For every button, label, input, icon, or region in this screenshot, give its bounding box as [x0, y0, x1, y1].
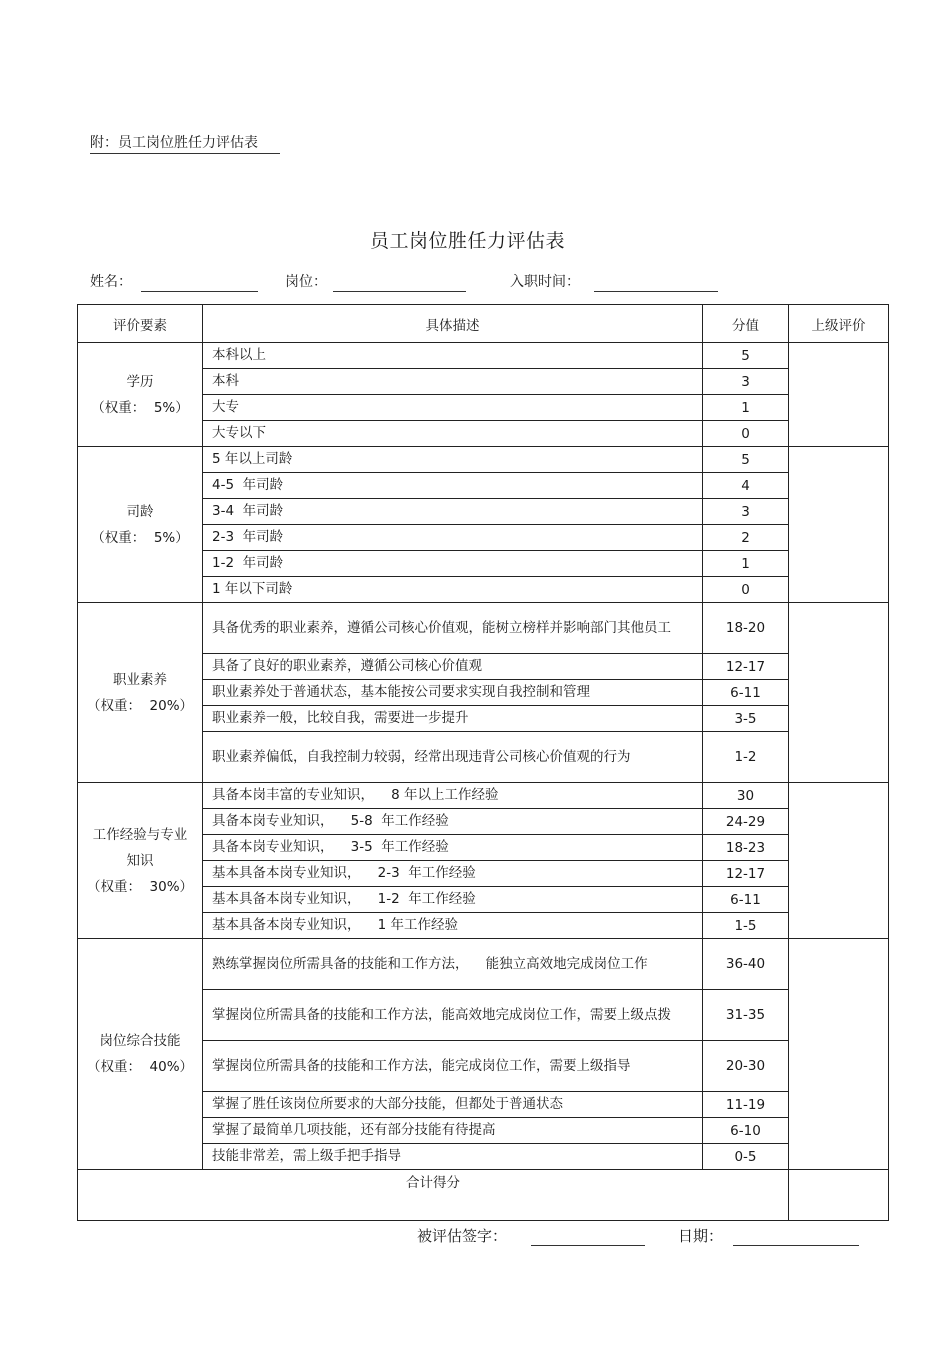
description-cell: 大专 — [203, 395, 703, 421]
score-cell: 1-2 — [703, 732, 789, 783]
factor-weight: （权重： 5%） — [91, 529, 189, 546]
score-cell: 18-23 — [703, 835, 789, 861]
description-cell: 基本具备本岗专业知识， 2-3 年工作经验 — [203, 861, 703, 887]
description-cell: 技能非常差，需上级手把手指导 — [203, 1144, 703, 1170]
description-cell: 掌握了最简单几项技能，还有部分技能有待提高 — [203, 1118, 703, 1144]
factor-weight: （权重： 30%） — [86, 878, 194, 895]
supervisor-evaluation-professionalism[interactable] — [789, 603, 889, 783]
description-cell: 具备了良好的职业素养，遵循公司核心价值观 — [203, 654, 703, 680]
header-description: 具体描述 — [203, 305, 703, 343]
factor-name: 职业素养 — [113, 671, 167, 688]
table-row — [78, 603, 889, 654]
description-cell: 5 年以上司龄 — [203, 447, 703, 473]
table-row — [78, 447, 889, 473]
factor-weight: （权重： 20%） — [86, 697, 194, 714]
description-cell: 具备本岗丰富的专业知识， 8 年以上工作经验 — [203, 783, 703, 809]
description-cell: 具备优秀的职业素养，遵循公司核心价值观，能树立榜样并影响部门其他员工 — [203, 603, 703, 654]
score-cell: 3-5 — [703, 706, 789, 732]
score-cell: 20-30 — [703, 1041, 789, 1092]
description-cell: 2-3 年司龄 — [203, 525, 703, 551]
hire-date-field[interactable] — [594, 291, 718, 292]
factor-weight: （权重： 40%） — [86, 1059, 194, 1075]
score-cell: 12-17 — [703, 654, 789, 680]
total-row — [78, 1170, 889, 1221]
factor-cell — [78, 939, 203, 1170]
description-cell: 职业素养偏低，自我控制力较弱，经常出现违背公司核心价值观的行为 — [203, 732, 703, 783]
score-cell: 6-11 — [703, 680, 789, 706]
score-cell: 30 — [703, 783, 789, 809]
name-field[interactable] — [141, 291, 258, 292]
description-cell: 1 年以下司龄 — [203, 577, 703, 603]
factor-cell — [78, 343, 203, 447]
description-cell: 大专以下 — [203, 421, 703, 447]
description-cell: 4-5 年司龄 — [203, 473, 703, 499]
description-cell: 基本具备本岗专业知识， 1 年工作经验 — [203, 913, 703, 939]
score-cell: 1 — [703, 395, 789, 421]
score-cell: 12-17 — [703, 861, 789, 887]
score-cell: 31-35 — [703, 990, 789, 1041]
description-cell: 本科以上 — [203, 343, 703, 369]
description-cell: 基本具备本岗专业知识， 1-2 年工作经验 — [203, 887, 703, 913]
position-label: 岗位： — [285, 274, 327, 290]
supervisor-evaluation-tenure[interactable] — [789, 447, 889, 603]
description-cell: 职业素养一般，比较自我，需要进一步提升 — [203, 706, 703, 732]
hire-date-label: 入职时间： — [510, 274, 580, 290]
total-score-field[interactable] — [789, 1170, 889, 1221]
signature-label: 被评估签字： — [417, 1227, 508, 1245]
factor-name: 学历 — [126, 373, 154, 390]
description-cell: 掌握岗位所需具备的技能和工作方法，能高效地完成岗位工作，需要上级点拨 — [203, 990, 703, 1041]
score-cell: 6-11 — [703, 887, 789, 913]
evaluation-table — [77, 304, 889, 1221]
description-cell: 3-4 年司龄 — [203, 499, 703, 525]
score-cell: 4 — [703, 473, 789, 499]
total-score-label: 合计得分 — [78, 1170, 789, 1221]
annex-label: 附：员工岗位胜任力评估表 — [90, 134, 280, 154]
score-cell: 11-19 — [703, 1092, 789, 1118]
score-cell: 2 — [703, 525, 789, 551]
info-row — [0, 272, 950, 294]
date-field[interactable] — [733, 1245, 859, 1246]
position-field[interactable] — [333, 291, 466, 292]
score-cell: 0 — [703, 421, 789, 447]
factor-cell — [78, 603, 203, 783]
date-label: 日期： — [678, 1227, 724, 1245]
score-cell: 5 — [703, 447, 789, 473]
page-title: 员工岗位胜任力评估表 — [369, 230, 565, 252]
supervisor-evaluation-experience[interactable] — [789, 783, 889, 939]
factor-cell — [78, 447, 203, 603]
name-label: 姓名： — [90, 274, 132, 290]
description-cell: 掌握岗位所需具备的技能和工作方法，能完成岗位工作，需要上级指导 — [203, 1041, 703, 1092]
table-row — [78, 343, 889, 369]
score-cell: 36-40 — [703, 939, 789, 990]
score-cell: 0 — [703, 577, 789, 603]
signature-row — [0, 1226, 950, 1250]
score-cell: 3 — [703, 499, 789, 525]
signature-field[interactable] — [531, 1245, 645, 1246]
description-cell: 掌握了胜任该岗位所要求的大部分技能，但都处于普通状态 — [203, 1092, 703, 1118]
supervisor-evaluation-education[interactable] — [789, 343, 889, 447]
header-factor: 评价要素 — [78, 305, 203, 343]
score-cell: 5 — [703, 343, 789, 369]
table-header-row — [78, 305, 889, 343]
description-cell: 具备本岗专业知识， 3-5 年工作经验 — [203, 835, 703, 861]
score-cell: 0-5 — [703, 1144, 789, 1170]
factor-cell — [78, 783, 203, 939]
supervisor-evaluation-skills[interactable] — [789, 939, 889, 1170]
score-cell: 6-10 — [703, 1118, 789, 1144]
factor-weight: （权重： 5%） — [91, 399, 189, 416]
score-cell: 1 — [703, 551, 789, 577]
table-row — [78, 783, 889, 809]
table-row — [78, 939, 889, 990]
description-cell: 具备本岗专业知识， 5-8 年工作经验 — [203, 809, 703, 835]
score-cell: 18-20 — [703, 603, 789, 654]
header-score: 分值 — [703, 305, 789, 343]
header-supervisor: 上级评价 — [789, 305, 889, 343]
factor-name: 岗位综合技能 — [99, 1033, 181, 1049]
factor-name: 司龄 — [126, 503, 154, 520]
description-cell: 熟练掌握岗位所需具备的技能和工作方法， 能独立高效地完成岗位工作 — [203, 939, 703, 990]
description-cell: 职业素养处于普通状态，基本能按公司要求实现自我控制和管理 — [203, 680, 703, 706]
score-cell: 1-5 — [703, 913, 789, 939]
score-cell: 24-29 — [703, 809, 789, 835]
score-cell: 3 — [703, 369, 789, 395]
factor-name: 工作经验与专业知识 — [92, 826, 188, 869]
description-cell: 本科 — [203, 369, 703, 395]
description-cell: 1-2 年司龄 — [203, 551, 703, 577]
